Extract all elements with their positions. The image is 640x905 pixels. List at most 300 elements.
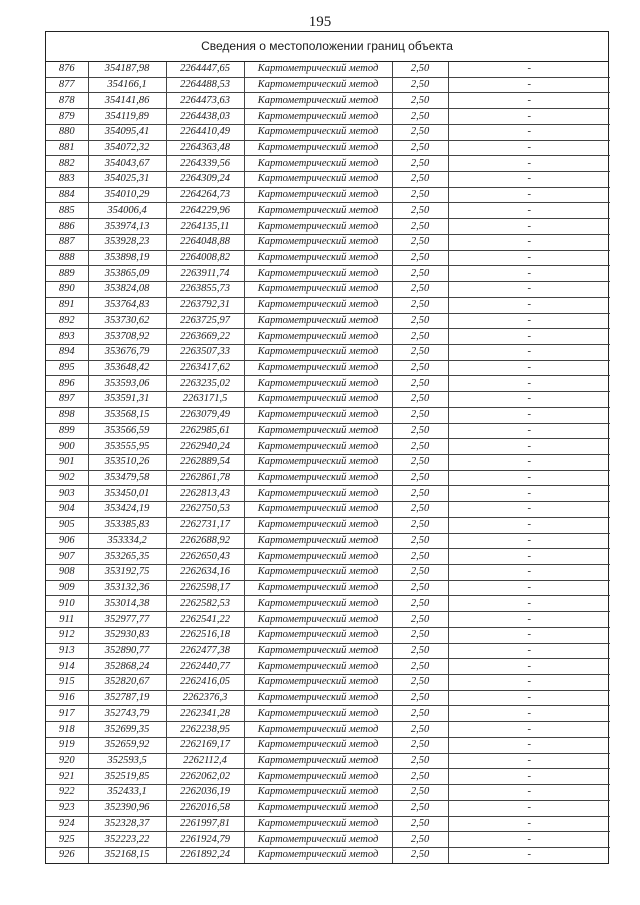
accuracy-cell: 2,50 <box>392 407 448 423</box>
x-coordinate-cell: 352659,92 <box>88 737 166 753</box>
point-number-cell: 890 <box>46 282 88 298</box>
y-coordinate-cell: 2264135,11 <box>166 219 244 235</box>
x-coordinate-cell: 353566,59 <box>88 423 166 439</box>
table-row <box>46 109 610 125</box>
y-coordinate-cell: 2264363,48 <box>166 140 244 156</box>
point-number-cell: 885 <box>46 203 88 219</box>
accuracy-cell: 2,50 <box>392 329 448 345</box>
description-cell: - <box>448 109 610 125</box>
point-number-cell: 909 <box>46 580 88 596</box>
y-coordinate-cell: 2263855,73 <box>166 282 244 298</box>
description-cell: - <box>448 77 610 93</box>
table-row <box>46 219 610 235</box>
table-row <box>46 596 610 612</box>
y-coordinate-cell: 2264447,65 <box>166 62 244 77</box>
y-coordinate-cell: 2262750,53 <box>166 502 244 518</box>
point-number-cell: 912 <box>46 627 88 643</box>
point-number-cell: 903 <box>46 486 88 502</box>
point-number-cell: 907 <box>46 549 88 565</box>
y-coordinate-cell: 2262650,43 <box>166 549 244 565</box>
x-coordinate-cell: 353764,83 <box>88 297 166 313</box>
accuracy-cell: 2,50 <box>392 706 448 722</box>
method-cell: Картометрический метод <box>244 392 392 408</box>
accuracy-cell: 2,50 <box>392 533 448 549</box>
point-number-cell: 915 <box>46 675 88 691</box>
accuracy-cell: 2,50 <box>392 753 448 769</box>
y-coordinate-cell: 2262634,16 <box>166 565 244 581</box>
y-coordinate-cell: 2262016,58 <box>166 800 244 816</box>
point-number-cell: 902 <box>46 470 88 486</box>
point-number-cell: 918 <box>46 722 88 738</box>
method-cell: Картометрический метод <box>244 250 392 266</box>
description-cell: - <box>448 187 610 203</box>
x-coordinate-cell: 354141,86 <box>88 93 166 109</box>
x-coordinate-cell: 352593,5 <box>88 753 166 769</box>
accuracy-cell: 2,50 <box>392 659 448 675</box>
description-cell: - <box>448 376 610 392</box>
table-row <box>46 847 610 862</box>
description-cell: - <box>448 360 610 376</box>
y-coordinate-cell: 2263725,97 <box>166 313 244 329</box>
y-coordinate-cell: 2262516,18 <box>166 627 244 643</box>
y-coordinate-cell: 2262376,3 <box>166 690 244 706</box>
method-cell: Картометрический метод <box>244 376 392 392</box>
description-cell: - <box>448 203 610 219</box>
method-cell: Картометрический метод <box>244 816 392 832</box>
description-cell: - <box>448 329 610 345</box>
x-coordinate-cell: 352390,96 <box>88 800 166 816</box>
table-row <box>46 565 610 581</box>
table-row <box>46 769 610 785</box>
description-cell: - <box>448 690 610 706</box>
point-number-cell: 899 <box>46 423 88 439</box>
accuracy-cell: 2,50 <box>392 580 448 596</box>
point-number-cell: 881 <box>46 140 88 156</box>
table-row <box>46 737 610 753</box>
table-row <box>46 643 610 659</box>
method-cell: Картометрический метод <box>244 172 392 188</box>
point-number-cell: 920 <box>46 753 88 769</box>
table-row <box>46 282 610 298</box>
description-cell: - <box>448 580 610 596</box>
x-coordinate-cell: 353568,15 <box>88 407 166 423</box>
description-cell: - <box>448 454 610 470</box>
accuracy-cell: 2,50 <box>392 800 448 816</box>
description-cell: - <box>448 785 610 801</box>
x-coordinate-cell: 352890,77 <box>88 643 166 659</box>
description-cell: - <box>448 816 610 832</box>
x-coordinate-cell: 352868,24 <box>88 659 166 675</box>
accuracy-cell: 2,50 <box>392 596 448 612</box>
y-coordinate-cell: 2263669,22 <box>166 329 244 345</box>
point-number-cell: 911 <box>46 612 88 628</box>
method-cell: Картометрический метод <box>244 722 392 738</box>
description-cell: - <box>448 234 610 250</box>
accuracy-cell: 2,50 <box>392 423 448 439</box>
method-cell: Картометрический метод <box>244 643 392 659</box>
y-coordinate-cell: 2262582,53 <box>166 596 244 612</box>
method-cell: Картометрический метод <box>244 344 392 360</box>
table-row <box>46 785 610 801</box>
point-number-cell: 888 <box>46 250 88 266</box>
description-cell: - <box>448 93 610 109</box>
method-cell: Картометрический метод <box>244 486 392 502</box>
description-cell: - <box>448 549 610 565</box>
point-number-cell: 926 <box>46 847 88 862</box>
point-number-cell: 904 <box>46 502 88 518</box>
description-cell: - <box>448 659 610 675</box>
point-number-cell: 908 <box>46 565 88 581</box>
table-row <box>46 659 610 675</box>
y-coordinate-cell: 2262889,54 <box>166 454 244 470</box>
boundary-table-sheet <box>45 31 609 864</box>
table-row <box>46 77 610 93</box>
method-cell: Картометрический метод <box>244 502 392 518</box>
method-cell: Картометрический метод <box>244 156 392 172</box>
table-row <box>46 297 610 313</box>
method-cell: Картометрический метод <box>244 329 392 345</box>
point-number-cell: 919 <box>46 737 88 753</box>
y-coordinate-cell: 2264410,49 <box>166 124 244 140</box>
description-cell: - <box>448 675 610 691</box>
x-coordinate-cell: 352930,83 <box>88 627 166 643</box>
method-cell: Картометрический метод <box>244 266 392 282</box>
accuracy-cell: 2,50 <box>392 832 448 848</box>
description-cell: - <box>448 643 610 659</box>
accuracy-cell: 2,50 <box>392 124 448 140</box>
table-heading: Сведения о местоположении границ объекта <box>46 32 608 62</box>
accuracy-cell: 2,50 <box>392 376 448 392</box>
point-number-cell: 923 <box>46 800 88 816</box>
y-coordinate-cell: 2264339,56 <box>166 156 244 172</box>
point-number-cell: 883 <box>46 172 88 188</box>
point-number-cell: 922 <box>46 785 88 801</box>
x-coordinate-cell: 354043,67 <box>88 156 166 172</box>
method-cell: Картометрический метод <box>244 769 392 785</box>
point-number-cell: 906 <box>46 533 88 549</box>
y-coordinate-cell: 2262813,43 <box>166 486 244 502</box>
accuracy-cell: 2,50 <box>392 77 448 93</box>
y-coordinate-cell: 2262416,05 <box>166 675 244 691</box>
y-coordinate-cell: 2262731,17 <box>166 517 244 533</box>
accuracy-cell: 2,50 <box>392 234 448 250</box>
x-coordinate-cell: 352519,85 <box>88 769 166 785</box>
description-cell: - <box>448 439 610 455</box>
accuracy-cell: 2,50 <box>392 266 448 282</box>
point-number-cell: 882 <box>46 156 88 172</box>
method-cell: Картометрический метод <box>244 753 392 769</box>
y-coordinate-cell: 2263911,74 <box>166 266 244 282</box>
point-number-cell: 887 <box>46 234 88 250</box>
accuracy-cell: 2,50 <box>392 502 448 518</box>
accuracy-cell: 2,50 <box>392 612 448 628</box>
accuracy-cell: 2,50 <box>392 172 448 188</box>
method-cell: Картометрический метод <box>244 124 392 140</box>
point-number-cell: 886 <box>46 219 88 235</box>
y-coordinate-cell: 2264473,63 <box>166 93 244 109</box>
x-coordinate-cell: 353974,13 <box>88 219 166 235</box>
description-cell: - <box>448 517 610 533</box>
method-cell: Картометрический метод <box>244 439 392 455</box>
accuracy-cell: 2,50 <box>392 454 448 470</box>
table-row <box>46 439 610 455</box>
table-row <box>46 124 610 140</box>
table-row <box>46 627 610 643</box>
y-coordinate-cell: 2261892,24 <box>166 847 244 862</box>
description-cell: - <box>448 502 610 518</box>
method-cell: Картометрический метод <box>244 832 392 848</box>
method-cell: Картометрический метод <box>244 549 392 565</box>
description-cell: - <box>448 407 610 423</box>
method-cell: Картометрический метод <box>244 517 392 533</box>
point-number-cell: 877 <box>46 77 88 93</box>
table-row <box>46 486 610 502</box>
accuracy-cell: 2,50 <box>392 785 448 801</box>
x-coordinate-cell: 353450,01 <box>88 486 166 502</box>
accuracy-cell: 2,50 <box>392 109 448 125</box>
method-cell: Картометрический метод <box>244 187 392 203</box>
x-coordinate-cell: 353555,95 <box>88 439 166 455</box>
method-cell: Картометрический метод <box>244 407 392 423</box>
x-coordinate-cell: 353898,19 <box>88 250 166 266</box>
accuracy-cell: 2,50 <box>392 219 448 235</box>
x-coordinate-cell: 353648,42 <box>88 360 166 376</box>
accuracy-cell: 2,50 <box>392 297 448 313</box>
method-cell: Картометрический метод <box>244 140 392 156</box>
x-coordinate-cell: 352699,35 <box>88 722 166 738</box>
x-coordinate-cell: 352223,22 <box>88 832 166 848</box>
point-number-cell: 897 <box>46 392 88 408</box>
table-row <box>46 800 610 816</box>
method-cell: Картометрический метод <box>244 109 392 125</box>
accuracy-cell: 2,50 <box>392 203 448 219</box>
description-cell: - <box>448 847 610 862</box>
description-cell: - <box>448 800 610 816</box>
method-cell: Картометрический метод <box>244 580 392 596</box>
accuracy-cell: 2,50 <box>392 769 448 785</box>
y-coordinate-cell: 2263171,5 <box>166 392 244 408</box>
x-coordinate-cell: 353014,38 <box>88 596 166 612</box>
point-number-cell: 878 <box>46 93 88 109</box>
table-row <box>46 502 610 518</box>
y-coordinate-cell: 2263235,02 <box>166 376 244 392</box>
y-coordinate-cell: 2262036,19 <box>166 785 244 801</box>
y-coordinate-cell: 2261997,81 <box>166 816 244 832</box>
accuracy-cell: 2,50 <box>392 392 448 408</box>
point-number-cell: 893 <box>46 329 88 345</box>
y-coordinate-cell: 2262541,22 <box>166 612 244 628</box>
method-cell: Картометрический метод <box>244 659 392 675</box>
method-cell: Картометрический метод <box>244 282 392 298</box>
point-number-cell: 876 <box>46 62 88 77</box>
y-coordinate-cell: 2264008,82 <box>166 250 244 266</box>
table-row <box>46 234 610 250</box>
point-number-cell: 889 <box>46 266 88 282</box>
description-cell: - <box>448 124 610 140</box>
accuracy-cell: 2,50 <box>392 737 448 753</box>
y-coordinate-cell: 2262985,61 <box>166 423 244 439</box>
point-number-cell: 913 <box>46 643 88 659</box>
accuracy-cell: 2,50 <box>392 690 448 706</box>
table-row <box>46 470 610 486</box>
method-cell: Картометрический метод <box>244 77 392 93</box>
x-coordinate-cell: 352433,1 <box>88 785 166 801</box>
description-cell: - <box>448 753 610 769</box>
method-cell: Картометрический метод <box>244 627 392 643</box>
table-row <box>46 423 610 439</box>
point-number-cell: 921 <box>46 769 88 785</box>
page-number: 195 <box>308 14 332 30</box>
y-coordinate-cell: 2263507,33 <box>166 344 244 360</box>
boundary-points-table <box>46 62 610 863</box>
description-cell: - <box>448 722 610 738</box>
table-row <box>46 93 610 109</box>
description-cell: - <box>448 266 610 282</box>
accuracy-cell: 2,50 <box>392 93 448 109</box>
table-row <box>46 360 610 376</box>
y-coordinate-cell: 2263792,31 <box>166 297 244 313</box>
method-cell: Картометрический метод <box>244 62 392 77</box>
point-number-cell: 924 <box>46 816 88 832</box>
x-coordinate-cell: 352743,79 <box>88 706 166 722</box>
point-number-cell: 905 <box>46 517 88 533</box>
method-cell: Картометрический метод <box>244 847 392 862</box>
y-coordinate-cell: 2262440,77 <box>166 659 244 675</box>
x-coordinate-cell: 352328,37 <box>88 816 166 832</box>
accuracy-cell: 2,50 <box>392 627 448 643</box>
y-coordinate-cell: 2262169,17 <box>166 737 244 753</box>
x-coordinate-cell: 353334,2 <box>88 533 166 549</box>
method-cell: Картометрический метод <box>244 565 392 581</box>
method-cell: Картометрический метод <box>244 203 392 219</box>
accuracy-cell: 2,50 <box>392 722 448 738</box>
description-cell: - <box>448 612 610 628</box>
point-number-cell: 880 <box>46 124 88 140</box>
table-row <box>46 612 610 628</box>
description-cell: - <box>448 832 610 848</box>
y-coordinate-cell: 2262112,4 <box>166 753 244 769</box>
table-row <box>46 392 610 408</box>
x-coordinate-cell: 354072,32 <box>88 140 166 156</box>
accuracy-cell: 2,50 <box>392 847 448 862</box>
table-row <box>46 313 610 329</box>
accuracy-cell: 2,50 <box>392 565 448 581</box>
description-cell: - <box>448 627 610 643</box>
table-row <box>46 454 610 470</box>
table-row <box>46 187 610 203</box>
x-coordinate-cell: 354095,41 <box>88 124 166 140</box>
y-coordinate-cell: 2264309,24 <box>166 172 244 188</box>
description-cell: - <box>448 282 610 298</box>
method-cell: Картометрический метод <box>244 690 392 706</box>
y-coordinate-cell: 2264438,03 <box>166 109 244 125</box>
table-row <box>46 517 610 533</box>
point-number-cell: 896 <box>46 376 88 392</box>
x-coordinate-cell: 353192,75 <box>88 565 166 581</box>
table-row <box>46 706 610 722</box>
point-number-cell: 884 <box>46 187 88 203</box>
y-coordinate-cell: 2262062,02 <box>166 769 244 785</box>
table-row <box>46 203 610 219</box>
x-coordinate-cell: 352820,67 <box>88 675 166 691</box>
accuracy-cell: 2,50 <box>392 486 448 502</box>
y-coordinate-cell: 2264488,53 <box>166 77 244 93</box>
table-row <box>46 156 610 172</box>
description-cell: - <box>448 172 610 188</box>
y-coordinate-cell: 2263417,62 <box>166 360 244 376</box>
method-cell: Картометрический метод <box>244 785 392 801</box>
method-cell: Картометрический метод <box>244 737 392 753</box>
accuracy-cell: 2,50 <box>392 360 448 376</box>
accuracy-cell: 2,50 <box>392 282 448 298</box>
point-number-cell: 910 <box>46 596 88 612</box>
point-number-cell: 900 <box>46 439 88 455</box>
method-cell: Картометрический метод <box>244 706 392 722</box>
accuracy-cell: 2,50 <box>392 313 448 329</box>
description-cell: - <box>448 423 610 439</box>
table-row <box>46 816 610 832</box>
x-coordinate-cell: 354010,29 <box>88 187 166 203</box>
table-row <box>46 329 610 345</box>
description-cell: - <box>448 250 610 266</box>
accuracy-cell: 2,50 <box>392 439 448 455</box>
y-coordinate-cell: 2262861,78 <box>166 470 244 486</box>
x-coordinate-cell: 353708,92 <box>88 329 166 345</box>
table-row <box>46 753 610 769</box>
x-coordinate-cell: 353385,83 <box>88 517 166 533</box>
x-coordinate-cell: 353676,79 <box>88 344 166 360</box>
description-cell: - <box>448 297 610 313</box>
y-coordinate-cell: 2261924,79 <box>166 832 244 848</box>
accuracy-cell: 2,50 <box>392 675 448 691</box>
description-cell: - <box>448 769 610 785</box>
description-cell: - <box>448 313 610 329</box>
x-coordinate-cell: 353132,36 <box>88 580 166 596</box>
description-cell: - <box>448 140 610 156</box>
description-cell: - <box>448 565 610 581</box>
accuracy-cell: 2,50 <box>392 470 448 486</box>
y-coordinate-cell: 2262341,28 <box>166 706 244 722</box>
method-cell: Картометрический метод <box>244 234 392 250</box>
x-coordinate-cell: 354025,31 <box>88 172 166 188</box>
description-cell: - <box>448 392 610 408</box>
accuracy-cell: 2,50 <box>392 62 448 77</box>
x-coordinate-cell: 353424,19 <box>88 502 166 518</box>
accuracy-cell: 2,50 <box>392 187 448 203</box>
table-row <box>46 580 610 596</box>
method-cell: Картометрический метод <box>244 313 392 329</box>
table-row <box>46 62 610 77</box>
y-coordinate-cell: 2262940,24 <box>166 439 244 455</box>
accuracy-cell: 2,50 <box>392 156 448 172</box>
table-row <box>46 140 610 156</box>
point-number-cell: 916 <box>46 690 88 706</box>
x-coordinate-cell: 354187,98 <box>88 62 166 77</box>
table-row <box>46 549 610 565</box>
point-number-cell: 892 <box>46 313 88 329</box>
table-row <box>46 344 610 360</box>
accuracy-cell: 2,50 <box>392 549 448 565</box>
y-coordinate-cell: 2264264,73 <box>166 187 244 203</box>
table-row <box>46 690 610 706</box>
x-coordinate-cell: 353591,31 <box>88 392 166 408</box>
table-row <box>46 407 610 423</box>
method-cell: Картометрический метод <box>244 675 392 691</box>
method-cell: Картометрический метод <box>244 533 392 549</box>
point-number-cell: 879 <box>46 109 88 125</box>
table-body <box>46 62 610 863</box>
accuracy-cell: 2,50 <box>392 344 448 360</box>
